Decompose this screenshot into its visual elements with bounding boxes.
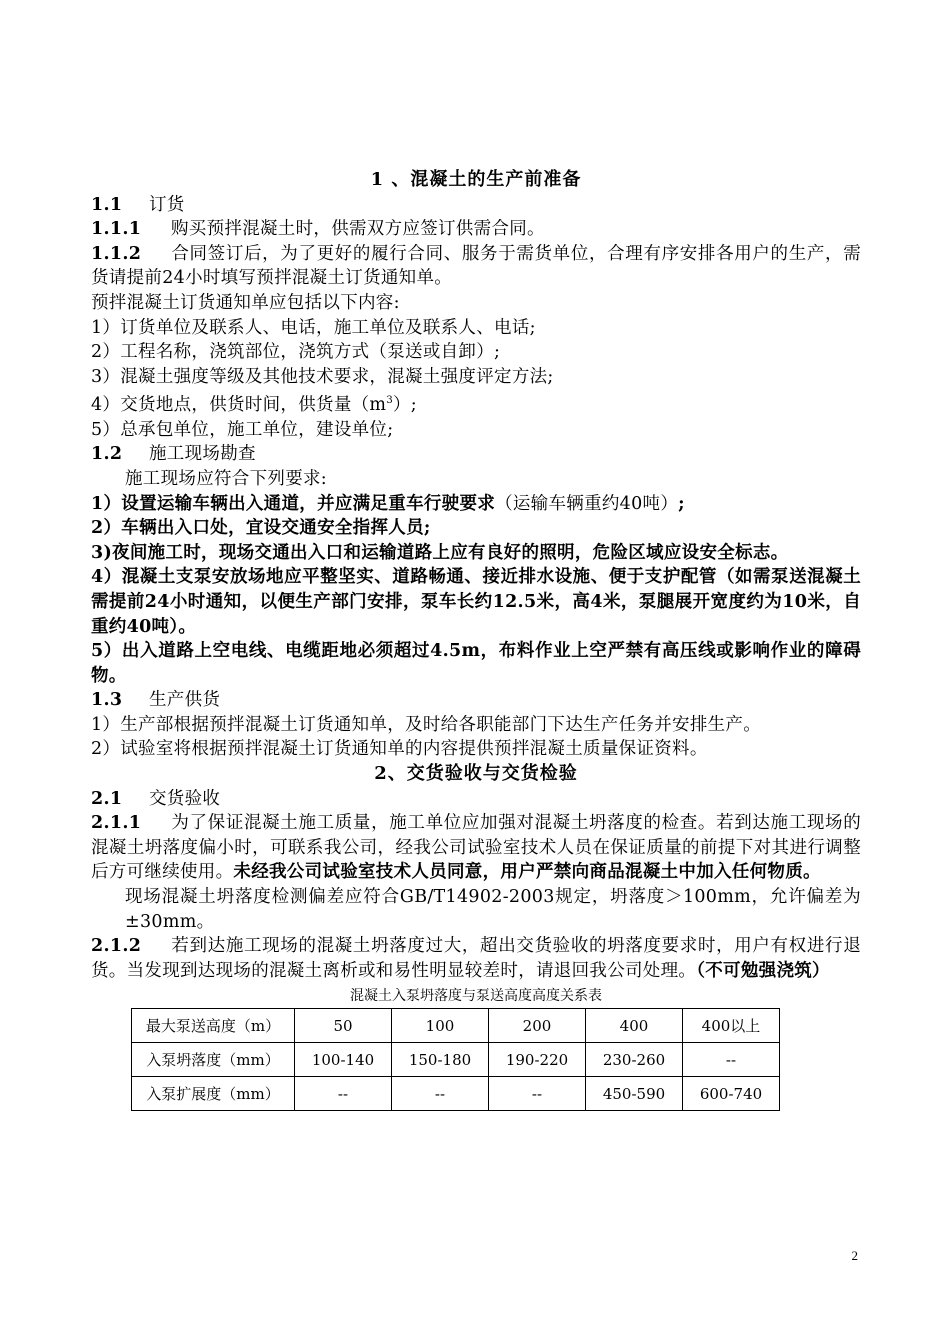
order-item: 2）工程名称，浇筑部位，浇筑方式（泵送或自卸）; <box>91 342 501 363</box>
slump-paragraph: 现场混凝土坍落度检测偏差应符合GB/T14902-2003规定，坍落度＞100mm，允许偏差为±30mm。 <box>125 887 861 932</box>
table-cell: 190-220 <box>489 1043 586 1077</box>
order-item: 5）总承包单位，施工单位，建设单位; <box>91 419 394 440</box>
table-cell: 400 <box>586 1009 683 1043</box>
pump-height-table <box>131 1008 780 1111</box>
table-row <box>132 1077 780 1111</box>
row-header: 入泵扩展度（mm） <box>132 1077 295 1111</box>
row-header: 最大泵送高度（m） <box>132 1009 295 1043</box>
page-number: 2 <box>851 1248 858 1263</box>
site-item: 4）混凝土支泵安放场地应平整坚实、道路畅通、接近排水设施、便于支护配管（如需泵送混凝土需提前24小时通知，以便生产部门安排，泵车长约12.5米，高4米，泵腿展开宽度约为10米，自重约40吨）。 <box>91 567 861 637</box>
site-intro: 施工现场应符合下列要求: <box>125 468 327 489</box>
order-intro: 预拌混凝土订货通知单应包括以下内容: <box>91 292 400 313</box>
section-2-title: 2、交货验收与交货检验 <box>374 763 578 785</box>
table-cell: -- <box>489 1077 586 1111</box>
paragraph-2-1-2: 2.1.2 若到达施工现场的混凝土坍落度过大，超出交货验收的坍落度要求时，用户有权进行退货。当发现到达现场的混凝土离析或和易性明显较差时，请退回我公司处理。（不可勉强浇筑） <box>91 936 861 981</box>
table-cell: 600-740 <box>683 1077 780 1111</box>
table-cell: 200 <box>489 1009 586 1043</box>
heading-1-3: 1.3 生产供货 <box>91 690 221 711</box>
paragraph-2-1-1: 2.1.1 为了保证混凝土施工质量，施工单位应加强对混凝土坍落度的检查。若到达施工现场的混凝土坍落度偏小时，可联系我公司，经我公司试验室技术人员在保证质量的前提下对其进行调整后方可继续使用。未经我公司试验室技术人员同意，用户严禁向商品混凝土中加入任何物质。 <box>91 813 861 883</box>
order-item: 1）订货单位及联系人、电话，施工单位及联系人、电话; <box>91 317 536 338</box>
site-item: 2）车辆出入口处，宜设交通安全指挥人员; <box>91 518 431 539</box>
document-body <box>91 168 861 1111</box>
heading-2-1: 2.1 交货验收 <box>91 788 221 809</box>
table-cell: 100-140 <box>295 1043 392 1077</box>
table-cell: 50 <box>295 1009 392 1043</box>
supply-item: 1）生产部根据预拌混凝土订货通知单，及时给各职能部门下达生产任务并安排生产。 <box>91 714 762 735</box>
heading-1-1: 1.1 订货 <box>91 194 185 215</box>
heading-1-2: 1.2 施工现场勘查 <box>91 444 256 465</box>
paragraph-1-1-1: 1.1.1 购买预拌混凝土时，供需双方应签订供需合同。 <box>91 219 545 240</box>
table-caption: 混凝土入泵坍落度与泵送高度高度关系表 <box>350 988 602 1005</box>
table-cell: 450-590 <box>586 1077 683 1111</box>
table-cell: -- <box>295 1077 392 1111</box>
site-item: 5）出入道路上空电线、电缆距地必须超过4.5m，布料作业上空严禁有高压线或影响作业的障碍物。 <box>91 641 861 686</box>
table-cell: 230-260 <box>586 1043 683 1077</box>
site-item: 1）设置运输车辆出入通道，并应满足重车行驶要求（运输车辆重约40吨）; <box>91 493 685 514</box>
row-header: 入泵坍落度（mm） <box>132 1043 295 1077</box>
order-item: 4）交货地点，供货时间，供货量$(m^3)$; <box>91 395 417 416</box>
table-cell: 100 <box>392 1009 489 1043</box>
paragraph-1-1-2: 1.1.2 合同签订后，为了更好的履行合同、服务于需货单位，合理有序安排各用户的生产，需货请提前24小时填写预拌混凝土订货通知单。 <box>91 243 861 289</box>
site-item: 3)夜间施工时，现场交通出入口和运输道路上应有良好的照明，危险区域应设安全标志。 <box>91 542 789 563</box>
section-1-title: 1 、混凝土的生产前准备 <box>370 169 582 190</box>
table-cell: -- <box>683 1043 780 1077</box>
table-row <box>132 1009 780 1043</box>
supply-item: 2）试验室将根据预拌混凝土订货通知单的内容提供预拌混凝土质量保证资料。 <box>91 739 708 760</box>
table-cell: 400以上 <box>683 1009 780 1043</box>
table-cell: -- <box>392 1077 489 1111</box>
table-row <box>132 1043 780 1077</box>
table-cell: 150-180 <box>392 1043 489 1077</box>
order-item: 3）混凝土强度等级及其他技术要求，混凝土强度评定方法; <box>91 366 554 387</box>
